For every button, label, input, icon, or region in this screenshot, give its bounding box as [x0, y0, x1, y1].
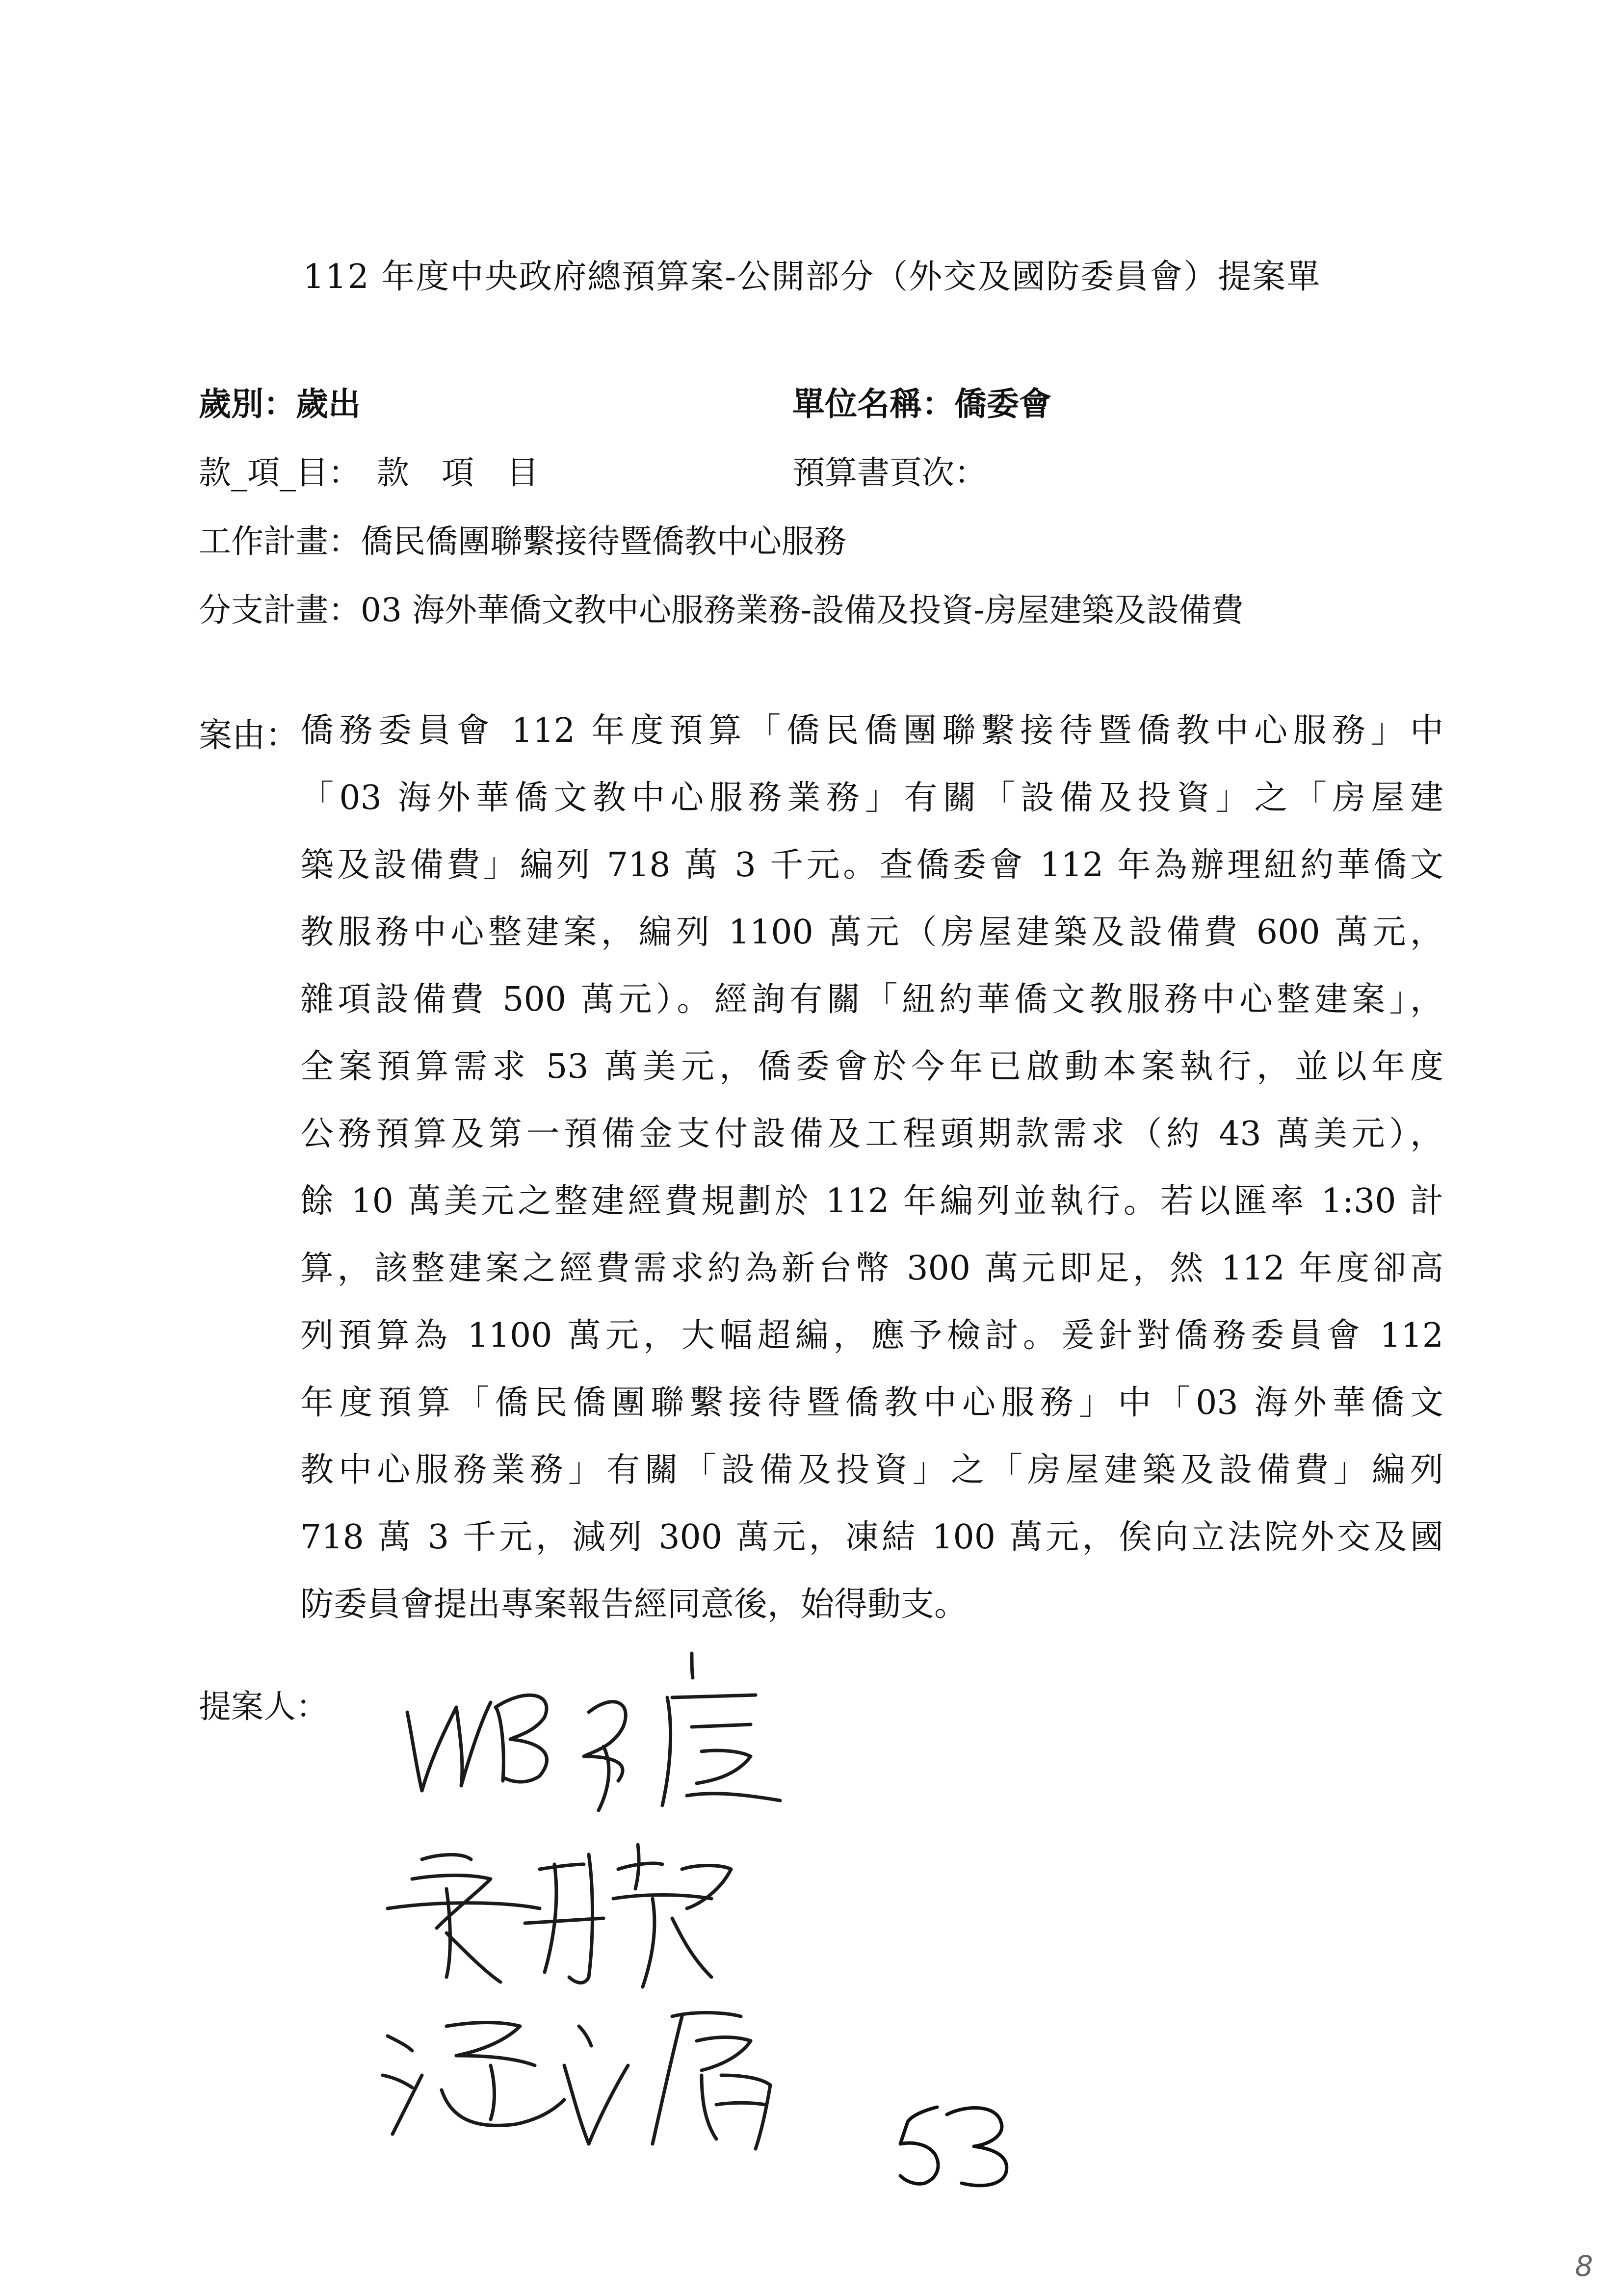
unit-name: 單位名稱：僑委會 [792, 385, 1051, 423]
case-line: 教中心服務業務」有關「設備及投資」之「房屋建築及設備費」編列 [300, 1451, 1443, 1489]
case-line: 718 萬 3 千元，減列 300 萬元，凍結 100 萬元，俟向立法院外交及國 [300, 1518, 1443, 1557]
signature-2 [388, 1845, 731, 1987]
case-line: 僑務委員會 112 年度預算「僑民僑團聯繫接待暨僑教中心服務」中 [300, 711, 1443, 750]
budget-page: 預算書頁次： [792, 454, 987, 492]
handwritten-page-number [883, 2095, 1030, 2193]
case-line: 築及設備費」編列 718 萬 3 千元。查僑委會 112 年為辦理紐約華僑文 [300, 846, 1443, 885]
proposer-label: 提案人： [199, 1688, 328, 1725]
case-line: 列預算為 1100 萬元，大幅超編，應予檢討。爰針對僑務委員會 112 [300, 1316, 1443, 1355]
case-label: 案由： [199, 716, 299, 755]
sub-plan: 分支計畫：03 海外華僑文教中心服務業務-設備及投資-房屋建築及設備費 [199, 591, 1244, 629]
case-line: 全案預算需求 53 萬美元，僑委會於今年已啟動本案執行，並以年度 [300, 1047, 1443, 1086]
work-plan: 工作計畫：僑民僑團聯繫接待暨僑教中心服務 [199, 522, 846, 560]
signature-3 [383, 2013, 770, 2149]
case-line: 年度預算「僑民僑團聯繫接待暨僑教中心服務」中「03 海外華僑文 [300, 1383, 1443, 1422]
signature-1 [407, 1653, 780, 1810]
proposer-signatures [378, 1634, 868, 2154]
case-body [300, 709, 1443, 1650]
corner-number: 8 [1575, 2249, 1593, 2283]
case-line: 教服務中心整建案，編列 1100 萬元（房屋建築及設備費 600 萬元， [300, 913, 1443, 952]
case-line: 「03 海外華僑文教中心服務業務」有關「設備及投資」之「房屋建 [300, 779, 1443, 817]
case-line: 公務預算及第一預備金支付設備及工程頭期款需求（約 43 萬美元）， [300, 1115, 1443, 1153]
kuan-xiang-mu: 款_項_目： 款 項 目 [199, 454, 539, 492]
case-line: 餘 10 萬美元之整建經費規劃於 112 年編列並執行。若以匯率 1:30 計 [300, 1182, 1443, 1221]
case-line: 算，該整建案之經費需求約為新台幣 300 萬元即足，然 112 年度卻高 [300, 1249, 1443, 1288]
case-line: 防委員會提出專案報告經同意後，始得動支。 [300, 1585, 968, 1624]
year-type: 歲別：歲出 [199, 385, 361, 423]
document-title: 112 年度中央政府總預算案-公開部分（外交及國防委員會）提案單 [303, 258, 1321, 296]
case-line: 雜項設備費 500 萬元）。經詢有關「紐約華僑文教服務中心整建案」， [300, 980, 1443, 1019]
